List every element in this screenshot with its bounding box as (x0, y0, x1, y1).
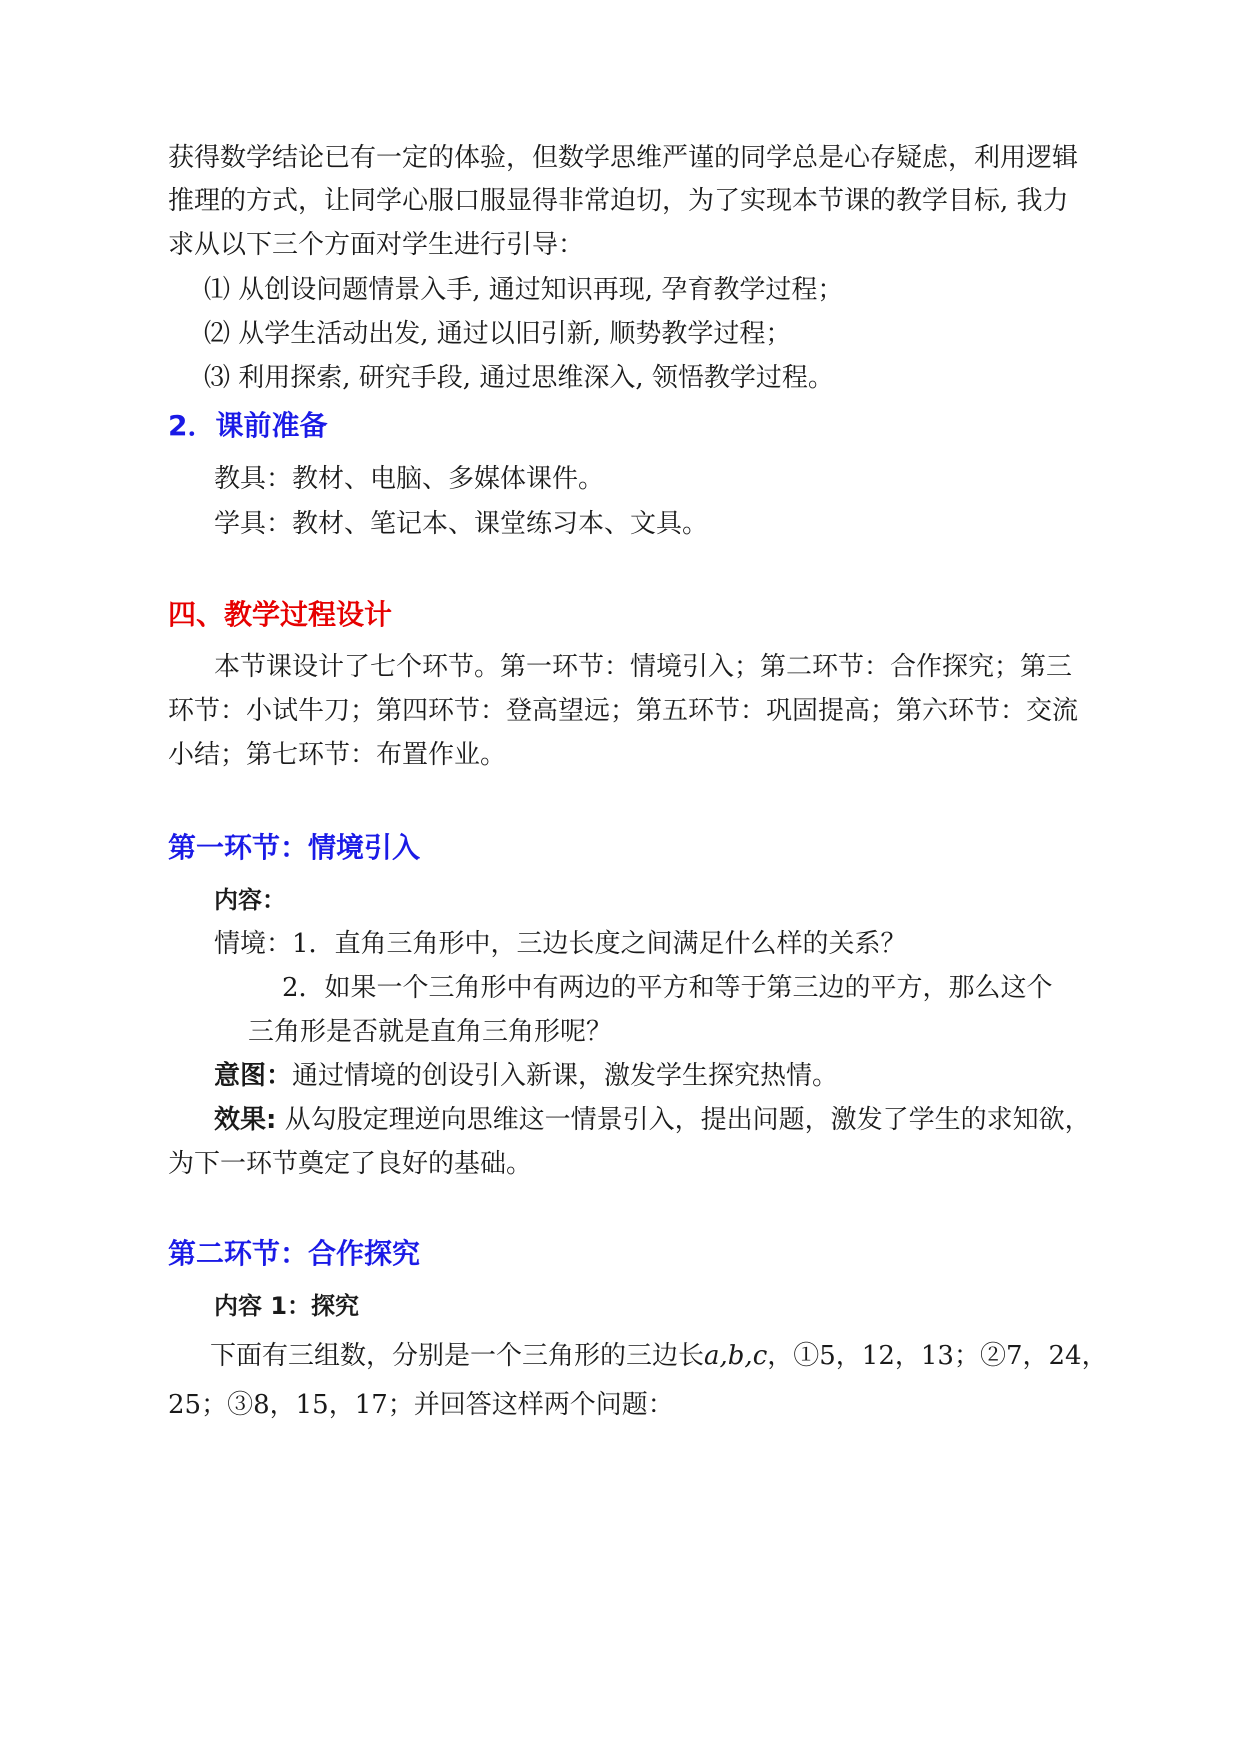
section2-line-1 (210, 1338, 1108, 1374)
intro-item-2: ⑵ 从学生活动出发, 通过以旧引新, 顺势教学过程； (204, 319, 792, 349)
side-lengths-math: a,b,c (704, 1341, 768, 1371)
section1-scenario-1: 情境：1．直角三角形中，三边长度之间满足什么样的关系？ (214, 929, 907, 959)
section1-content-label: 内容： (214, 886, 286, 914)
design-line-3: 小结；第七环节：布置作业。 (168, 740, 507, 770)
section1-scenario-2-line-2: 三角形是否就是直角三角形呢？ (248, 1017, 613, 1047)
prep-teacher-tools: 教具：教材、电脑、多媒体课件。 (214, 464, 605, 494)
intent-text: 通过情境的创设引入新课，激发学生探究热情。 (292, 1061, 839, 1091)
section2-line-2: 25；③8，15，17；并回答这样两个问题： (168, 1390, 674, 1420)
intro-item-3: ⑶ 利用探索, 研究手段, 通过思维深入, 领悟教学过程。 (204, 363, 834, 393)
section1-scenario-2-line-1: 2．如果一个三角形中有两边的平方和等于第三边的平方，那么这个 (282, 973, 1053, 1003)
section1-effect-line-2: 为下一环节奠定了良好的基础。 (168, 1149, 533, 1179)
section2-heading: 第二环节：合作探究 (168, 1237, 421, 1270)
intro-item-1: ⑴ 从创设问题情景入手, 通过知识再现, 孕育教学过程； (204, 275, 844, 305)
intro-line-2: 推理的方式，让同学心服口服显得非常迫切，为了实现本节课的教学目标, 我力 (168, 186, 1069, 216)
section1-effect-line-1 (214, 1102, 1091, 1138)
intent-label: 意图： (214, 1061, 293, 1091)
effect-label: 效果: (214, 1105, 277, 1135)
section2-line-1-suffix: ，①5，12，13；②7，24， (767, 1341, 1108, 1371)
section1-intent (214, 1058, 838, 1094)
intro-line-1: 获得数学结论已有一定的体验，但数学思维严谨的同学总是心存疑虑，利用逻辑 (168, 143, 1079, 173)
section1-heading: 第一环节：情境引入 (168, 831, 421, 864)
intro-line-3: 求从以下三个方面对学生进行引导： (168, 230, 585, 260)
effect-text-1: 从勾股定理逆向思维这一情景引入，提出问题，激发了学生的求知欲， (276, 1105, 1091, 1135)
design-heading: 四、教学过程设计 (168, 598, 393, 631)
section2-line-1-prefix: 下面有三组数，分别是一个三角形的三边长 (210, 1341, 705, 1371)
design-line-2: 环节：小试牛刀；第四环节：登高望远；第五环节：巩固提高；第六环节：交流 (168, 696, 1079, 726)
section2-content-label: 内容 1：探究 (214, 1292, 360, 1320)
prep-heading: 2．课前准备 (168, 409, 328, 442)
design-line-1: 本节课设计了七个环节。第一环节：情境引入；第二环节：合作探究；第三 (214, 652, 1073, 682)
prep-student-tools: 学具：教材、笔记本、课堂练习本、文具。 (214, 509, 709, 539)
